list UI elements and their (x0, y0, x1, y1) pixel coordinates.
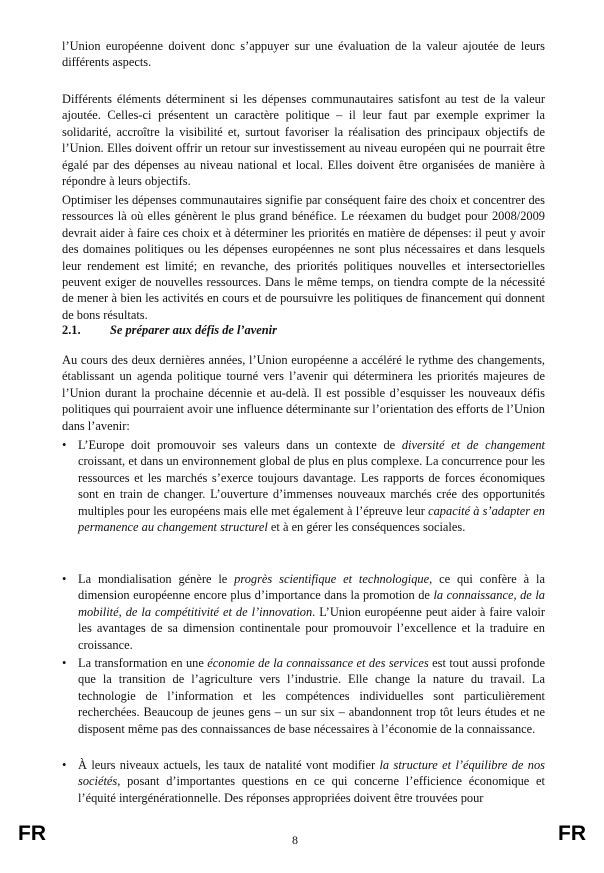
section-number: 2.1. (62, 323, 81, 337)
language-label-left: FR (18, 822, 46, 845)
paragraph-intro: l’Union européenne doivent donc s’appuyer sur une évaluation de la valeur ajoutée de leurs différents aspects. (62, 39, 545, 70)
paragraph-optimise-spending: Optimiser les dépenses communautaires signifie par conséquent faire des choix et concentrer des ressources là où elles génèrent le plus grand bénéfice. Le réexamen du budget pour 2008/2009 devrait aider à faire ces choix et à déterminer les priorités en matière de dépenses: il peut y avoir des domaines politiques ou les dépenses européennes ne sont plus nécessaires et dans lesquels leur rendement est limité; en revanche, des priorités politiques nouvelles et intersectorielles peuvent exiger de nouvelles ressources. Dans le même temps, on tiendra compte de la nécessité de mener à bien les activités en cours et de poursuivre les politiques de financement qui donnent de bons résultats. (62, 193, 545, 322)
emphasis-text: la structure et l’équilibre de nos sociétés (78, 758, 545, 789)
emphasis-text: capacité à s’adapter en permanence au changement structurel (78, 503, 545, 535)
emphasis-text: la connaissance, de la mobilité, de la compétitivité et de l’innovation (78, 588, 545, 619)
bullet-icon: • (62, 572, 67, 586)
body-text: L’Europe doit promouvoir ses valeurs dans un contexte de (78, 438, 402, 452)
emphasis-text: progrès scientifique et technologique (234, 572, 430, 586)
body-text: La mondialisation génère le (78, 572, 235, 586)
body-text: , ce qui confère à la dimension européenne encore plus d’importance dans la promotion de (78, 572, 545, 603)
body-text: , posant d’importantes questions en ce qui concerne l’efficience économique et l’équité intergénérationnelle. Des réponses appropriées doivent être trouvées pour (78, 774, 545, 805)
list-item-text (78, 571, 545, 653)
bullet-icon: • (62, 438, 67, 452)
list-item-text (78, 757, 545, 806)
body-text: La transformation en une (78, 656, 208, 670)
list-item-text (78, 437, 545, 535)
body-text: À leurs niveaux actuels, les taux de natalité vont modifier (78, 758, 380, 772)
body-text: croissant, et dans un environnement global de plus en plus complexe. La concurrence pour les ressources et les marchés s’exerce toujours davantage. Les rapports de forces économiques sont en train de changer. L’ouverture d’immenses nouveaux marchés crée des opportunités multiples pour les européens mais elle met également à l’épreuve leur (78, 454, 545, 518)
body-text: . L’Union européenne peut aider à faire valoir les avantages de sa dimension continentale pour promouvoir l’excellence et la traduire en croissance. (78, 604, 546, 652)
language-label-right: FR (558, 822, 586, 845)
list-item-text (78, 655, 545, 737)
page-number: 8 (292, 833, 298, 847)
emphasis-text: économie de la connaissance et des services (207, 656, 429, 670)
body-text: est tout aussi profonde que la transition de l’agriculture vers l’industrie. Elle change la nature du travail. La technologie de l’information et les compétences individuelles sont particulièrement recherchées. Beaucoup de jeunes gens – un sur six – abandonnent trop tôt leurs études et ne disposent même pas des connaissances de base nécessaires à l’économie de la connaissance. (78, 656, 545, 736)
paragraph-future-challenges: Au cours des deux dernières années, l’Union européenne a accéléré le rythme des changements, établissant un agenda politique tourné vers l’avenir qui déterminera les priorités majeures de l’Union durant la prochaine décennie et au-delà. Il est possible d’esquisser les nouveaux défis politiques qui pourraient avoir une influence déterminante sur l’orientation des efforts de l’Union dans l’avenir: (62, 353, 545, 433)
section-title: Se préparer aux défis de l’avenir (110, 323, 277, 337)
emphasis-text: diversité et de changement (401, 438, 546, 452)
body-text: et à en gérer les conséquences sociales. (267, 520, 466, 535)
section-heading (62, 322, 277, 338)
paragraph-added-value: Différents éléments déterminent si les dépenses communautaires satisfont au test de la valeur ajoutée. Celles-ci présentent un caractère politique – il leur faut par exemple exprimer la solidarité, accroître la visibilité et, surtout favoriser la réalisation des principaux objectifs de l’Union. Elles doivent offrir un retour sur investissement au niveau européen qui ne pourrait être égalé par des dépenses au niveau national et local. Elles doivent être organisées de manière à répondre à leurs objectifs. (62, 92, 545, 189)
bullet-icon: • (62, 656, 67, 670)
bullet-icon: • (62, 758, 67, 772)
